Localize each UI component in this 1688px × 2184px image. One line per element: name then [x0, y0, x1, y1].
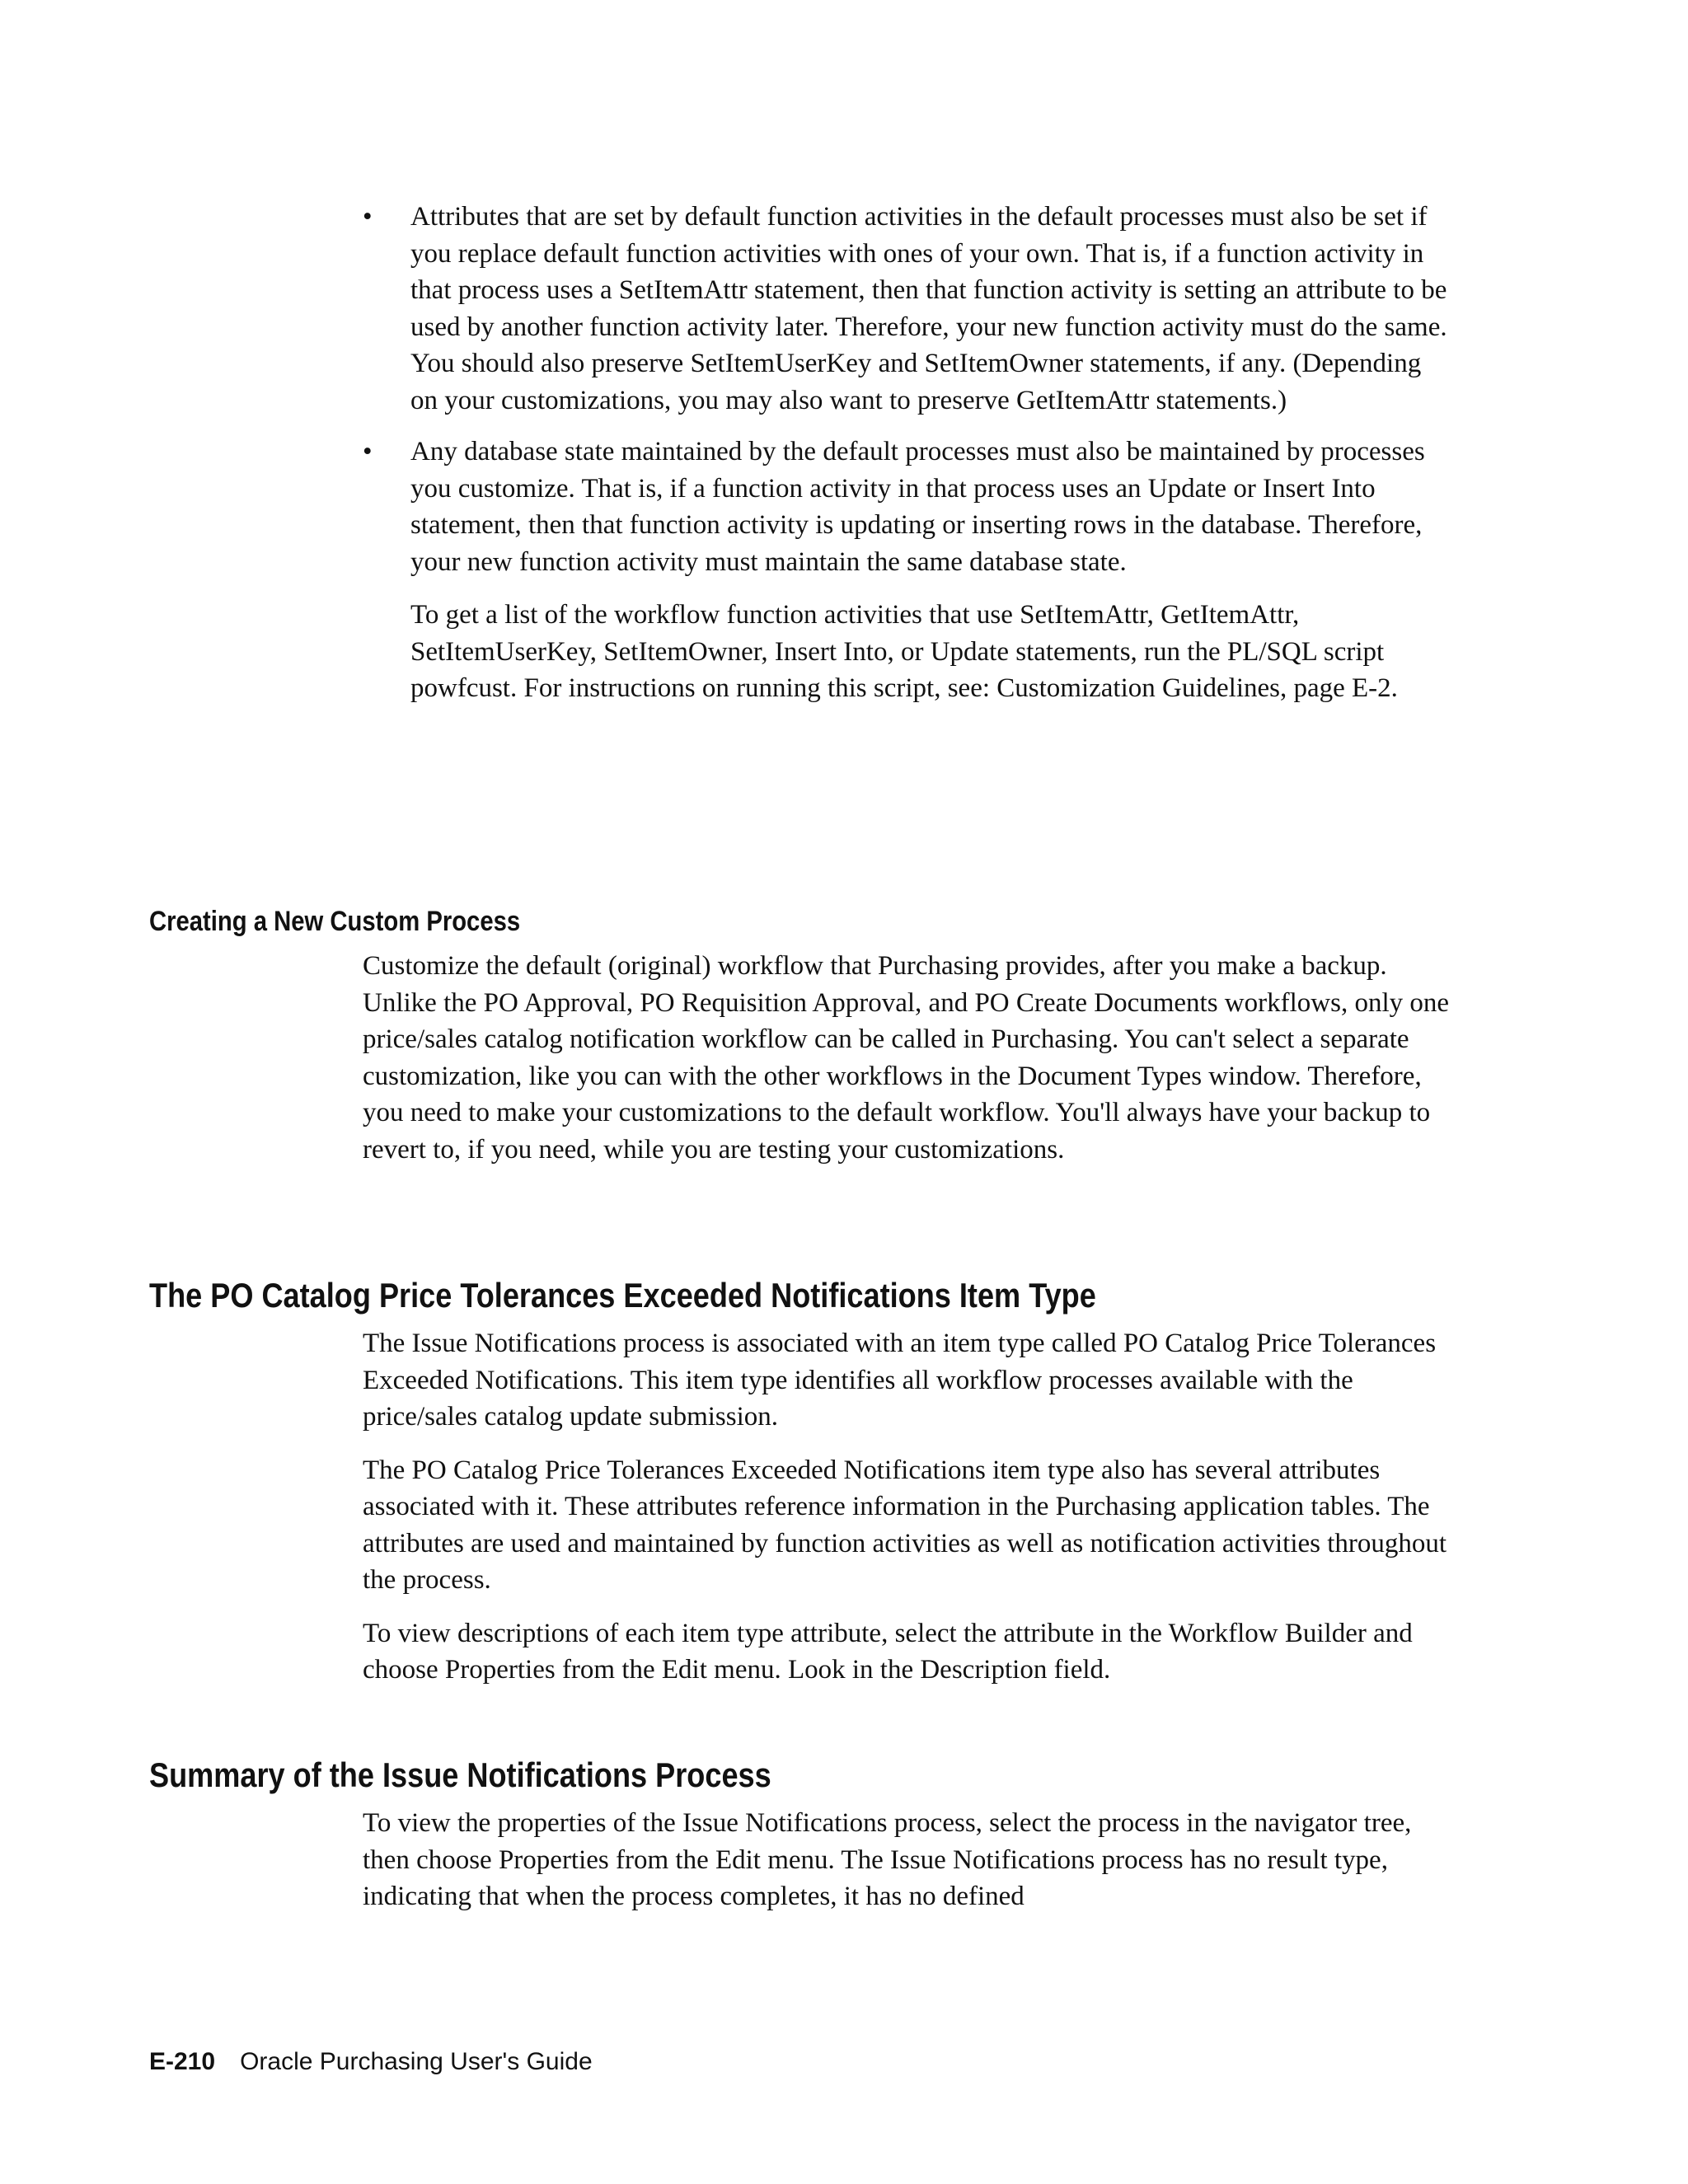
document-title: Oracle Purchasing User's Guide	[240, 2048, 593, 2075]
section-body	[363, 948, 1451, 1168]
section-body	[363, 1805, 1451, 1915]
section-heading: The PO Catalog Price Tolerances Exceeded Notifications Item Type	[149, 1276, 1096, 1315]
bullet-list	[363, 199, 1451, 722]
bullet-icon: •	[363, 437, 373, 466]
paragraph: The Issue Notifications process is associated with an item type called PO Catalog Price Tolerances Exceeded Notifications. This item type identifies all workflow processes available with the price/sales catalog update submission.	[363, 1329, 1437, 1432]
section-heading: Summary of the Issue Notifications Process	[149, 1755, 771, 1794]
paragraph: Attributes that are set by default function activities in the default processes must also be set if you replace default function activities with ones of your own. That is, if a function activity in that process uses a SetItemAttr statement, then that function activity is setting an attribute to be used by another function activity later. Therefore, your new function activity must do the same. You should also preserve SetItemUserKey and SetItemOwner statements, if any. (Depending on your customizations, you may also want to preserve GetItemAttr statements.)	[410, 202, 1447, 415]
paragraph: To view the properties of the Issue Notifications process, select the process in the navigator tree, then choose Properties from the Edit menu. The Issue Notifications process has no result type, indicating that when the process completes, it has no defined	[363, 1808, 1412, 1911]
page-footer	[149, 2046, 593, 2079]
section-heading: Creating a New Custom Process	[149, 906, 521, 937]
list-item	[363, 434, 1451, 707]
section-body	[363, 1325, 1451, 1689]
bullet-icon: •	[363, 202, 373, 232]
paragraph: The PO Catalog Price Tolerances Exceeded Notifications item type also has several attributes associated with it. These attributes reference information in the Purchasing application tables. The attributes are used and maintained by function activities as well as notification activities throughout the process.	[363, 1455, 1447, 1595]
paragraph: To get a list of the workflow function activities that use SetItemAttr, GetItemAttr, SetItemUserKey, SetItemOwner, Insert Into, or Update statements, run the PL/SQL script powfcust. For instructions on running this script, see: Customization Guidelines, page E-2.	[410, 600, 1398, 703]
paragraph: Customize the default (original) workflow that Purchasing provides, after you make a backup. Unlike the PO Approval, PO Requisition Approval, and PO Create Documents workflows, only one price/sales catalog notification workflow can be called in Purchasing. You can't select a separate customization, like you can with the other workflows in the Document Types window. Therefore, you need to make your customizations to the default workflow. You'll always have your backup to revert to, if you need, while you are testing your customizations.	[363, 951, 1450, 1165]
list-item	[363, 199, 1451, 419]
page-number: E-210	[149, 2048, 216, 2075]
paragraph: To view descriptions of each item type attribute, select the attribute in the Workflow Builder and choose Properties from the Edit menu. Look in the Description field.	[363, 1618, 1413, 1685]
paragraph: Any database state maintained by the default processes must also be maintained by processes you customize. That is, if a function activity in that process uses an Update or Insert Into statement, then that function activity is updating or inserting rows in the database. Therefore, your new function activity must maintain the same database state.	[410, 437, 1425, 577]
